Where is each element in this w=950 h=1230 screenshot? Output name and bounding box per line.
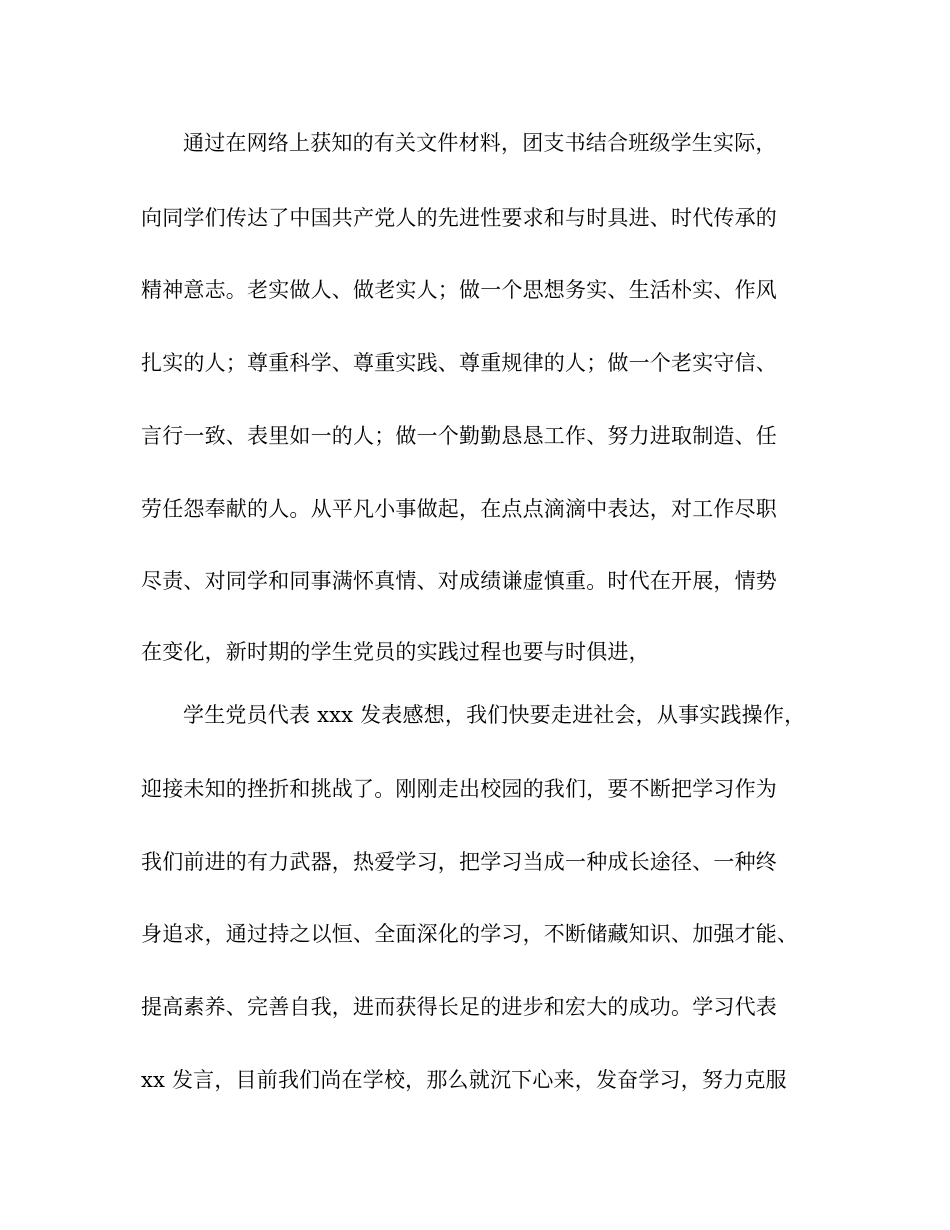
text-line: 在变化，新时期的学生党员的实践过程也要与时俱进， bbox=[141, 640, 650, 664]
text-line: 劳任怨奉献的人。从平凡小事做起，在点点滴滴中表达，对工作尽职 bbox=[141, 497, 777, 521]
text-line: 尽责、对同学和同事满怀真情、对成绩谦虚慎重。时代在开展，情势 bbox=[141, 569, 777, 593]
text-line: 向同学们传达了中国共产党人的先进性要求和与时具进、时代传承的 bbox=[141, 206, 777, 230]
text-line: 迎接未知的挫折和挑战了。刚刚走出校园的我们，要不断把学习作为 bbox=[141, 777, 777, 801]
text-line: 身追求，通过持之以恒、全面深化的学习，不断储藏知识、加强才能、 bbox=[141, 922, 799, 946]
text-line: 言行一致、表里如一的人；做一个勤勤恳恳工作、努力进取制造、任 bbox=[141, 424, 777, 448]
text-line: 通过在网络上获知的有关文件材料，团支书结合班级学生实际， bbox=[183, 131, 777, 155]
text-line: 精神意志。老实做人、做老实人；做一个思想务实、生活朴实、作风 bbox=[141, 278, 777, 302]
text-line: 学生党员代表 xxx 发表感想，我们快要走进社会，从事实践操作， bbox=[183, 703, 806, 727]
text-line: 扎实的人；尊重科学、尊重实践、尊重规律的人；做一个老实守信、 bbox=[141, 351, 777, 375]
text-line: xx 发言，目前我们尚在学校，那么就沉下心来，发奋学习，努力克服 bbox=[141, 1068, 787, 1092]
text-line: 提高素养、完善自我，进而获得长足的进步和宏大的成功。学习代表 bbox=[141, 995, 777, 1019]
text-line: 我们前进的有力武器，热爱学习，把学习当成一种成长途径、一种终 bbox=[141, 850, 777, 874]
